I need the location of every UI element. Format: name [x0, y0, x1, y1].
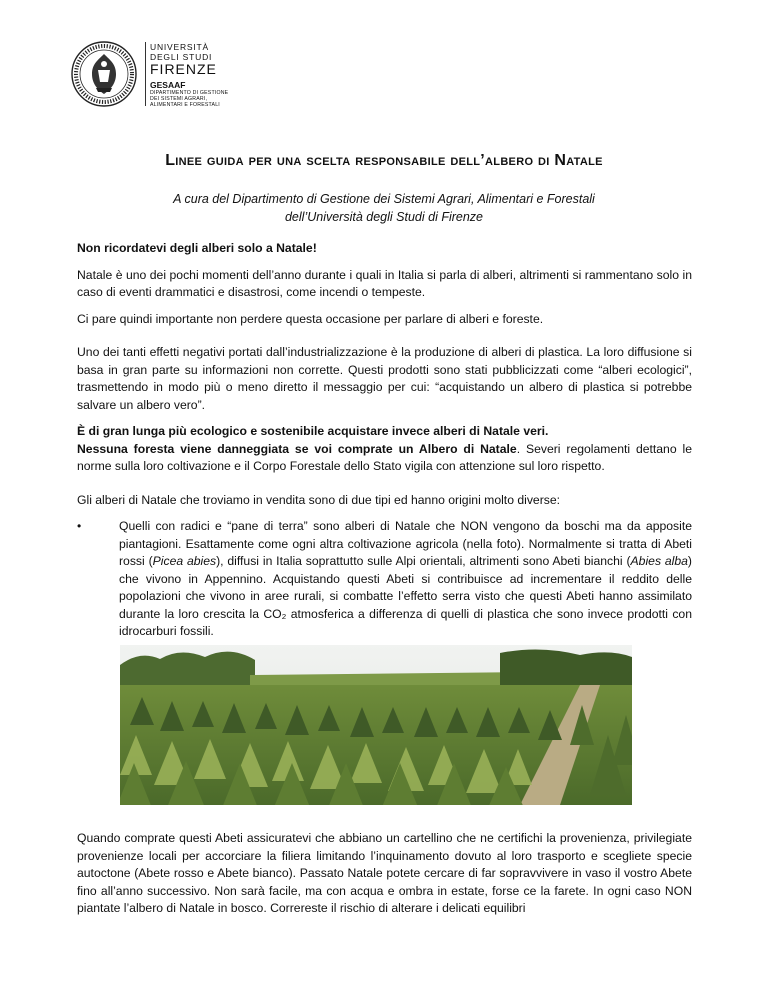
section-heading: Non ricordatevi degli alberi solo a Natale!	[77, 241, 317, 255]
document-subtitle	[0, 190, 768, 226]
paragraph-two-types: Gli alberi di Natale che troviamo in vendita sono di due tipi ed hanno origini molto diverse:	[77, 492, 561, 507]
university-name-line2: DEGLI STUDI	[150, 52, 213, 62]
university-seal-icon	[70, 40, 138, 108]
paragraph-occasion: Ci pare quindi importante non perdere questa occasione per parlare di alberi e foreste.	[77, 311, 544, 326]
species-name-abies: Abies alba	[630, 554, 688, 568]
document-title: Linee guida per una scelta responsabile dell’albero di Natale	[165, 152, 603, 169]
plantation-illustration	[120, 645, 632, 805]
document-body	[77, 240, 692, 641]
bullet-text	[119, 518, 692, 641]
bullet-text-part: ) che vivono in Appennino. Acquistando questi Abeti si contribuisce ad incrementare il reddito delle popolazioni che vivono in aree rurali, si combatte l’effetto serra visto che questi Abeti hanno assimilato durante la loro crescita la CO₂ atmosferica a differenza di quelli di plastica che sono invece prodotti con idrocarburi fossili.	[119, 554, 692, 638]
department-name-line3: ALIMENTARI E FORESTALI	[150, 102, 220, 109]
subtitle-line2: dell’Università degli Studi di Firenze	[284, 210, 483, 224]
list-item	[77, 518, 692, 641]
paragraph-no-forest-damage	[77, 441, 692, 476]
bold-no-forest-damage: Nessuna foresta viene danneggiata se voi comprate un Albero di Natale	[77, 441, 517, 456]
species-name-picea: Picea abies	[152, 554, 217, 568]
department-acronym: GESAAF	[150, 80, 186, 90]
subtitle-line1: A cura del Dipartimento di Gestione dei Sistemi Agrari, Alimentari e Forestali	[173, 192, 595, 206]
logo-text	[150, 42, 228, 109]
regulations-text: . Severi regolamenti dettano le norme sulla loro coltivazione e il Corpo Forestale dello Stato vigila con attenzione sul loro rispetto.	[77, 441, 692, 473]
bullet-text-part: Quelli con radici e “pane di terra” sono alberi di Natale che NON vengono da boschi ma da apposite piantagioni. Esattamente come ogni altra coltivazione agricola (nella foto). Normalmente si tratta di Abeti rossi (	[119, 519, 692, 568]
university-name-line3: FIRENZE	[150, 61, 217, 77]
bold-statement: È di gran lunga più ecologico e sostenibile acquistare invece alberi di Natale veri.	[77, 424, 549, 438]
department-name-line1: DIPARTIMENTO DI GESTIONE	[150, 90, 229, 96]
christmas-tree-plantation-photo	[120, 645, 632, 805]
bullet-icon: •	[77, 519, 82, 533]
paragraph-plastic-trees: Uno dei tanti effetti negativi portati dall’industrializzazione è la produzione di alberi di plastica. La loro diffusione si basa in gran parte su informazioni non corrette. Questi prodotti sono stati pubblicizzati come “alberi ecologici”, trasmettendo in modo più o meno diretto il messaggio per cui: “acquistando un albero di plastica si potrebbe salvare un albero vero”.	[77, 345, 692, 412]
university-logo	[70, 40, 260, 108]
logo-divider	[145, 42, 146, 106]
bullet-text-part: ), diffusi in Italia soprattutto sulle Alpi orientali, altrimenti sono Abeti bianchi (	[216, 554, 631, 568]
paragraph-intro: Natale è uno dei pochi momenti dell’anno durante i quali in Italia si parla di alberi, altrimenti si rammentano solo in caso di eventi drammatici e disastrosi, come incendi o tempeste.	[77, 267, 692, 299]
paragraph-buying-advice: Quando comprate questi Abeti assicuratevi che abbiano un cartellino che ne certifichi la provenienza, privilegiate provenienze locali per accorciare la filiera limitando l’inquinamento dovuto al loro trasporto e scegliete specie autoctone (Abete rosso e Abete bianco). Passato Natale potete cercare di far sopravvivere in vaso il vostro Abete fino all’anno successivo. Non sarà facile, ma con acqua e ombra in estate, forse ce la farete. In ogni caso NON piantate l’albero di Natale in bosco. Correreste il rischio di alterare i delicati equilibri	[77, 831, 692, 916]
department-name-line2: DEI SISTEMI AGRARI,	[150, 96, 208, 103]
university-name-line1: UNIVERSITÀ	[150, 42, 210, 52]
